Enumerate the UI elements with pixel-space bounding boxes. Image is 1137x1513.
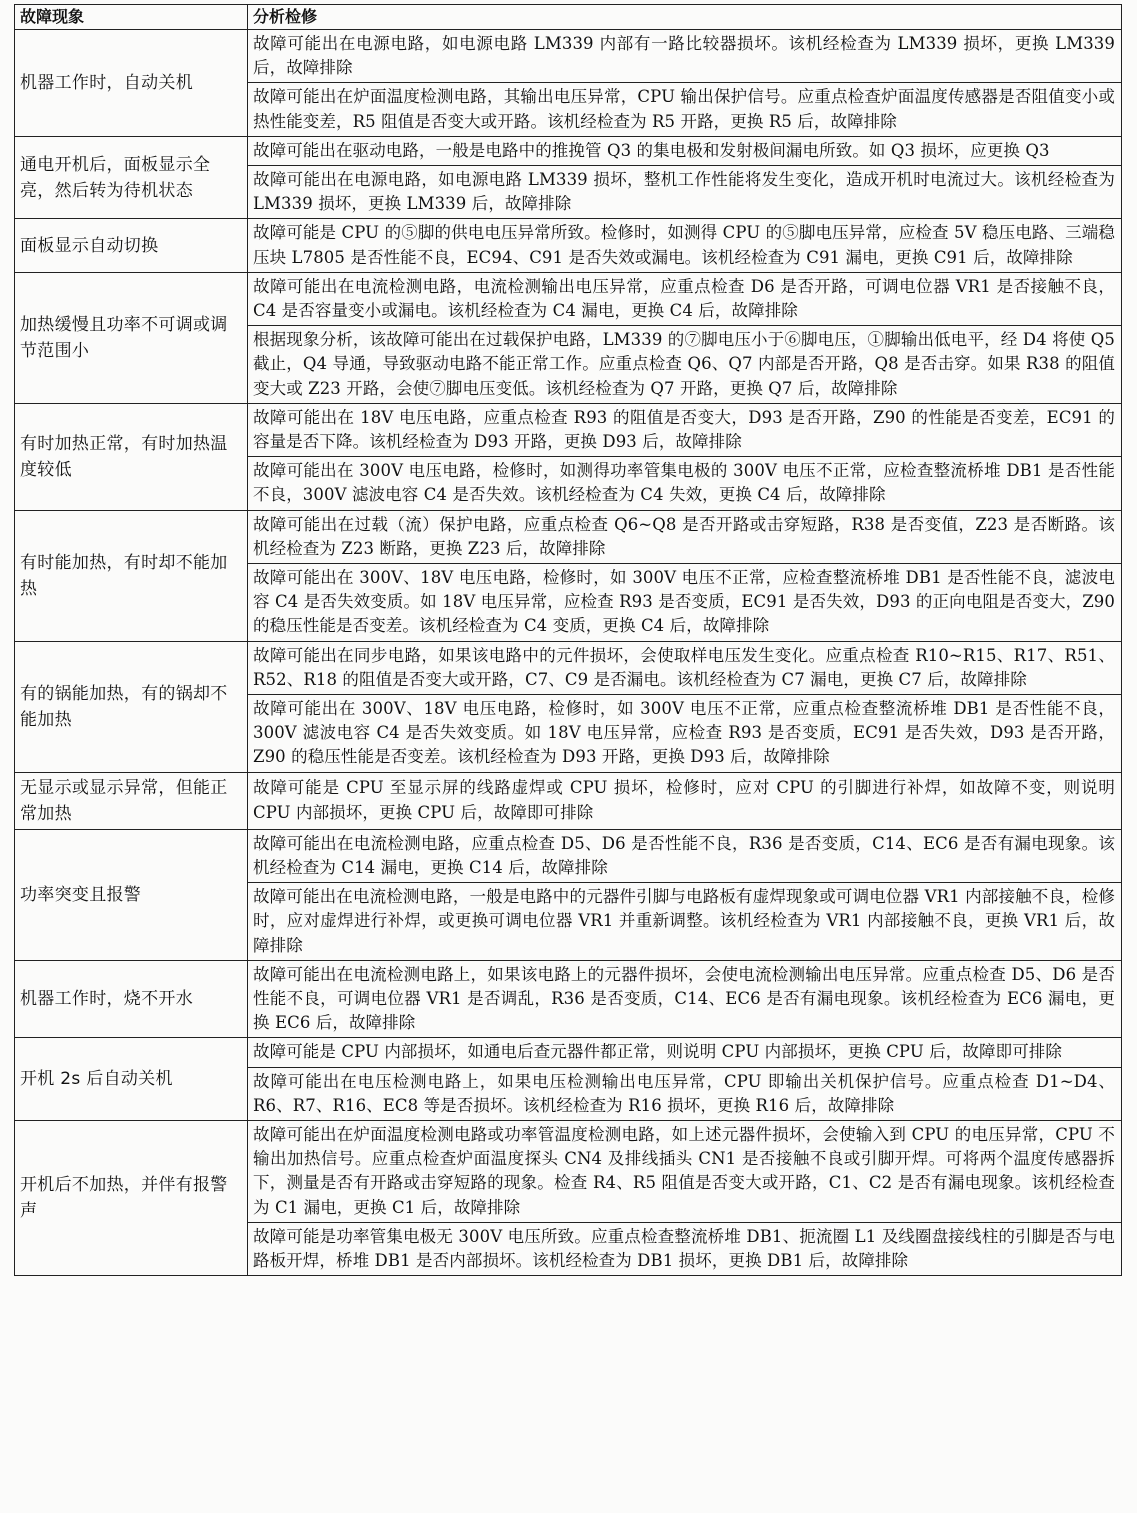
table-row [15, 829, 1122, 882]
table-row [15, 219, 1122, 272]
analysis-cell: 故障可能是 CPU 的⑤脚的供电电压异常所致。检修时，如测得 CPU 的⑤脚电压异常，应检查 5V 稳压电路、三端稳压块 L7805 是否性能不良，EC94、C91 是否失效或漏电。该机经检查为 C91 漏电，更换 C91 后，故障排除 [248, 219, 1122, 272]
table-row [15, 30, 1122, 83]
analysis-cell: 故障可能出在炉面温度检测电路，其输出电压异常，CPU 输出保护信号。应重点检查炉面温度传感器是否阻值变小或热性能变差，R5 阻值是否变大或开路。该机经检查为 R5 开路，更换 R5 后，故障排除 [248, 83, 1122, 136]
table-row [15, 960, 1122, 1038]
symptom-cell: 开机 2s 后自动关机 [15, 1038, 248, 1121]
analysis-cell: 故障可能出在同步电路，如果该电路中的元件损坏，会使取样电压发生变化。应重点检查 R10~R15、R17、R51、R52、R18 的阻值是否变大或开路，C7、C9 是否漏电。该机经检查为 C7 漏电，更换 C7 后，故障排除 [248, 641, 1122, 694]
analysis-cell: 故障可能出在 300V、18V 电压电路，检修时，如 300V 电压不正常，应重点检查整流桥堆 DB1 是否性能不良，300V 滤波电容 C4 是否失效变质。如 18V 电压异常，应检查 R93 是否变质，EC91 是否失效，D93 是否开路，Z90 的稳压性能是否变差。该机经检查为 D93 开路，更换 D93 后，故障排除 [248, 695, 1122, 773]
symptom-cell: 机器工作时，烧不开水 [15, 960, 248, 1038]
table-row [15, 1120, 1122, 1222]
analysis-cell: 故障可能出在 300V、18V 电压电路，检修时，如 300V 电压不正常，应检查整流桥堆 DB1 是否性能不良，滤波电容 C4 是否失效变质。如 18V 电压异常，应检查 R93 是否变质，EC91 是否失效，D93 的正向电阻是否变大，Z90 的稳压性能是否变差。该机经检查为 C4 变质，更换 C4 后，故障排除 [248, 564, 1122, 642]
table-row [15, 136, 1122, 165]
symptom-cell: 有的锅能加热，有的锅却不能加热 [15, 641, 248, 772]
analysis-cell: 故障可能是 CPU 至显示屏的线路虚焊或 CPU 损坏，检修时，应对 CPU 的引脚进行补焊，如故障不变，则说明 CPU 内部损坏，更换 CPU 后，故障即可排除 [248, 772, 1122, 829]
header-analysis: 分析检修 [248, 5, 1122, 30]
symptom-cell: 无显示或显示异常，但能正常加热 [15, 772, 248, 829]
analysis-cell: 故障可能出在电流检测电路上，如果该电路上的元器件损坏，会使电流检测输出电压异常。应重点检查 D5、D6 是否性能不良，可调电位器 VR1 是否调乱，R36 是否变质，C14、EC6 是否有漏电现象。该机经检查为 EC6 漏电，更换 EC6 后，故障排除 [248, 960, 1122, 1038]
analysis-cell: 故障可能出在驱动电路，一般是电路中的推挽管 Q3 的集电极和发射极间漏电所致。如 Q3 损坏，应更换 Q3 [248, 136, 1122, 165]
symptom-cell: 面板显示自动切换 [15, 219, 248, 272]
symptom-cell: 加热缓慢且功率不可调或调节范围小 [15, 272, 248, 403]
table-row [15, 772, 1122, 829]
table-body [15, 30, 1122, 1276]
analysis-cell: 故障可能出在电源电路，如电源电路 LM339 损坏，整机工作性能将发生变化，造成开机时电流过大。该机经检查为 LM339 损坏，更换 LM339 后，故障排除 [248, 166, 1122, 219]
table-row [15, 1038, 1122, 1067]
analysis-cell: 故障可能是 CPU 内部损坏，如通电后查元器件都正常，则说明 CPU 内部损坏，更换 CPU 后，故障即可排除 [248, 1038, 1122, 1067]
analysis-cell: 故障可能出在 300V 电压电路，检修时，如测得功率管集电极的 300V 电压不正常，应检查整流桥堆 DB1 是否性能不良，300V 滤波电容 C4 是否失效。该机经检查为 C4 失效，更换 C4 后，故障排除 [248, 457, 1122, 510]
analysis-cell: 故障可能出在电流检测电路，应重点检查 D5、D6 是否性能不良，R36 是否变质，C14、EC6 是否有漏电现象。该机经检查为 C14 漏电，更换 C14 后，故障排除 [248, 829, 1122, 882]
symptom-cell: 开机后不加热，并伴有报警声 [15, 1120, 248, 1275]
symptom-cell: 通电开机后，面板显示全亮，然后转为待机状态 [15, 136, 248, 219]
analysis-cell: 故障可能出在电源电路，如电源电路 LM339 内部有一路比较器损坏。该机经检查为 LM339 损坏，更换 LM339 后，故障排除 [248, 30, 1122, 83]
table-row [15, 510, 1122, 563]
table-row [15, 272, 1122, 325]
fault-analysis-table [14, 4, 1122, 1276]
symptom-cell: 有时能加热，有时却不能加热 [15, 510, 248, 641]
analysis-cell: 故障可能出在电压检测电路上，如果电压检测输出电压异常，CPU 即输出关机保护信号。应重点检查 D1~D4、R6、R7、R16、EC8 等是否损坏。该机经检查为 R16 损坏，更换 R16 后，故障排除 [248, 1067, 1122, 1120]
symptom-cell: 功率突变且报警 [15, 829, 248, 960]
table-header-row [15, 5, 1122, 30]
analysis-cell: 故障可能出在电流检测电路，电流检测输出电压异常，应重点检查 D6 是否开路，可调电位器 VR1 是否接触不良，C4 是否容量变小或漏电。该机经检查为 C4 漏电，更换 C4 后，故障排除 [248, 272, 1122, 325]
analysis-cell: 故障可能出在炉面温度检测电路或功率管温度检测电路，如上述元器件损坏，会使输入到 CPU 的电压异常，CPU 不输出加热信号。应重点检查炉面温度探头 CN4 及排线插头 CN1 是否接触不良或引脚开焊。可将两个温度传感器拆下，测量是否有开路或击穿短路的现象。检查 R4、R5 阻值是否变大或开路，C1、C2 是否有漏电现象。该机经检查为 C1 漏电，更换 C1 后，故障排除 [248, 1120, 1122, 1222]
symptom-cell: 有时加热正常，有时加热温度较低 [15, 403, 248, 510]
symptom-cell: 机器工作时，自动关机 [15, 30, 248, 137]
analysis-cell: 故障可能出在 18V 电压电路，应重点检查 R93 的阻值是否变大，D93 是否开路，Z90 的性能是否变差，EC91 的容量是否下降。该机经检查为 D93 开路，更换 D93 后，故障排除 [248, 403, 1122, 456]
analysis-cell: 故障可能出在过载（流）保护电路，应重点检查 Q6~Q8 是否开路或击穿短路，R38 是否变值，Z23 是否断路。该机经检查为 Z23 断路，更换 Z23 后，故障排除 [248, 510, 1122, 563]
table-row [15, 403, 1122, 456]
analysis-cell: 故障可能出在电流检测电路，一般是电路中的元器件引脚与电路板有虚焊现象或可调电位器 VR1 内部接触不良，检修时，应对虚焊进行补焊，或更换可调电位器 VR1 并重新调整。该机经检查为 VR1 内部接触不良，更换 VR1 后，故障排除 [248, 883, 1122, 961]
header-symptom: 故障现象 [15, 5, 248, 30]
analysis-cell: 故障可能是功率管集电极无 300V 电压所致。应重点检查整流桥堆 DB1、扼流圈 L1 及线圈盘接线柱的引脚是否与电路板开焊，桥堆 DB1 是否内部损坏。该机经检查为 DB1 损坏，更换 DB1 后，故障排除 [248, 1222, 1122, 1275]
table-row [15, 641, 1122, 694]
analysis-cell: 根据现象分析，该故障可能出在过载保护电路，LM339 的⑦脚电压小于⑥脚电压，①脚输出低电平，经 D4 将使 Q5 截止，Q4 导通，导致驱动电路不能正常工作。应重点检查 Q6、Q7 内部是否开路，Q8 是否击穿。如果 R38 的阻值变大或 Z23 开路，会使⑦脚电压变低。该机经检查为 Q7 开路，更换 Q7 后，故障排除 [248, 326, 1122, 404]
